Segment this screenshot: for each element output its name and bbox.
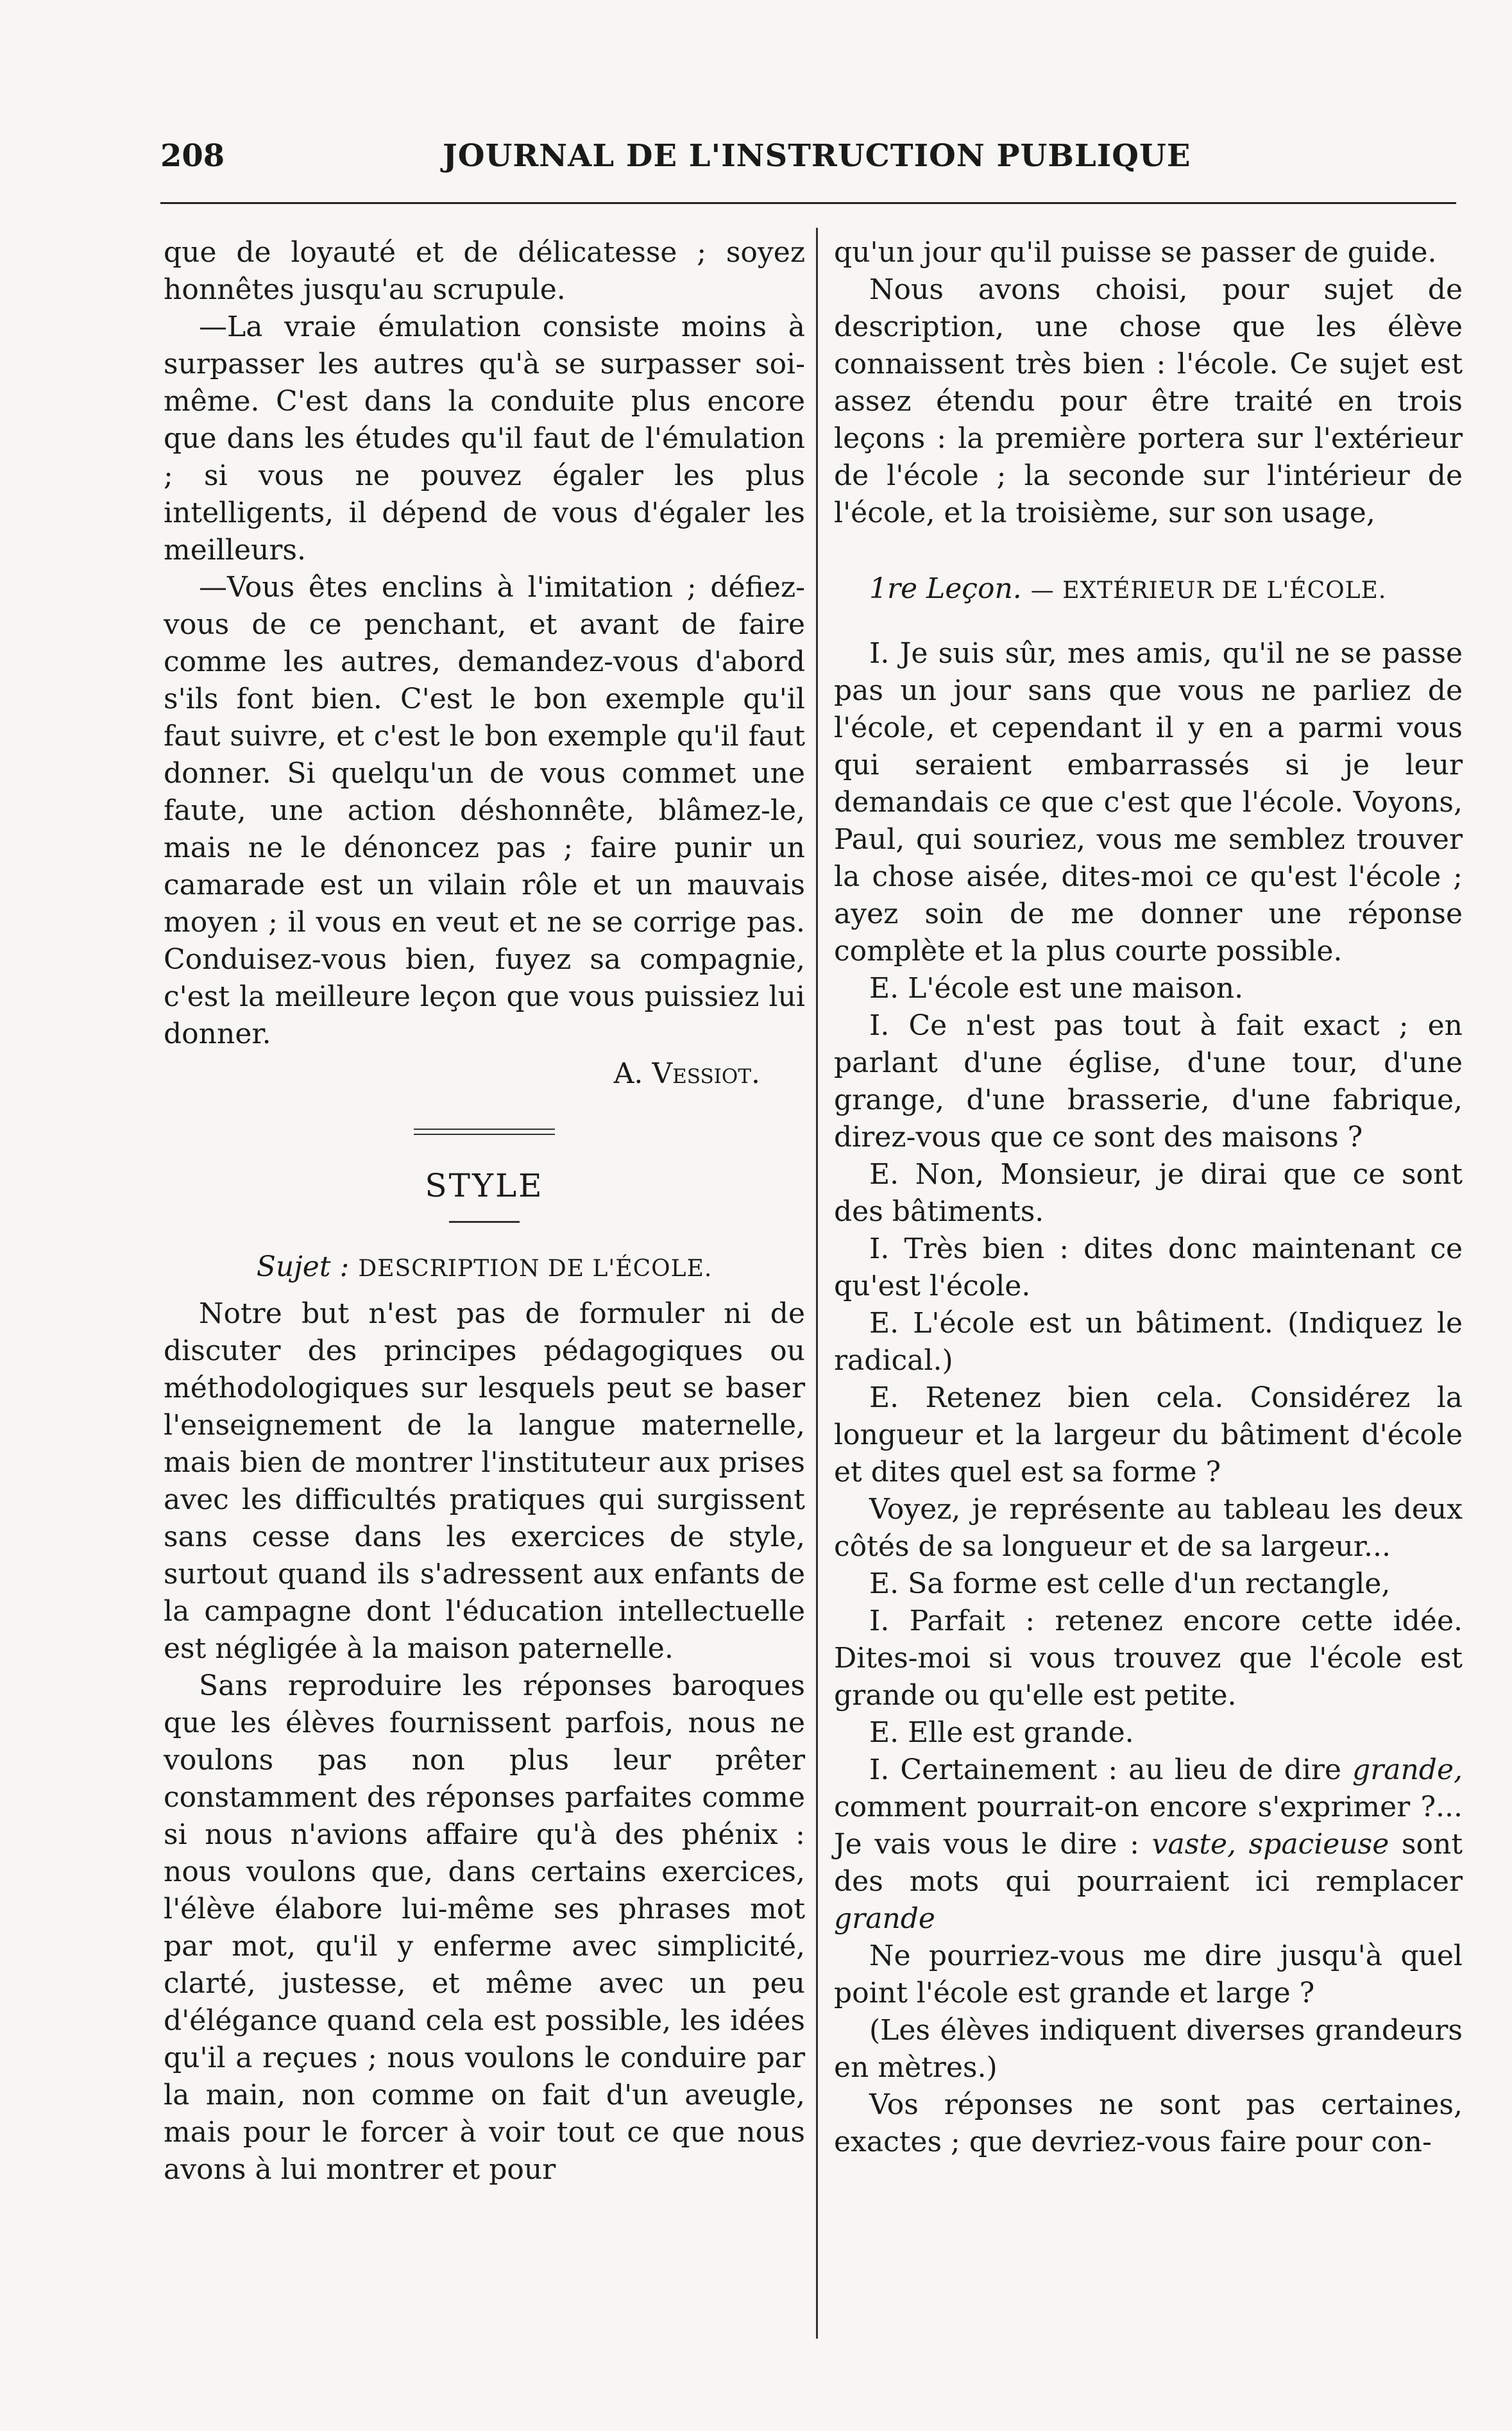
running-title: JOURNAL DE L'INSTRUCTION PUBLIQUE [443,138,1191,174]
title-rule [449,1221,520,1223]
page-header [160,138,1206,183]
right-column [834,234,1463,2332]
dialogue-line: E. Elle est grande. [869,1716,1134,1749]
page-number: 208 [160,138,225,174]
header-rule [160,202,1456,204]
dialogue-line: E. Retenez bien cela. Considérez la longueur et la largeur du bâtiment d'école et dites quel est sa forme ? [834,1381,1463,1488]
italic-words: vaste, spacieuse [1151,1828,1389,1861]
paragraph: Sans reproduire les réponses baroques que les élèves fournissent parfois, nous ne voulons pas non plus leur prêter constamment des réponses parfaites comme si nous n'avions affaire qu'à des phénix : nous voulons que, dans certains exercices, l'élève élabore lui-même ses phrases mot par mot, qu'il y enferme avec simplicité, clarté, justesse, et même avec un peu d'élégance quand cela est possible, les idées qu'il a reçues ; nous voulons le conduire par la main, non comme on fait d'un aveugle, mais pour le forcer à voir tout ce que nous avons à lui montrer et pour [164,1669,805,2186]
paragraph: que de loyauté et de délicatesse ; soyez honnêtes jusqu'au scrupule. [164,236,805,306]
dialogue-line: I. Parfait : retenez encore cette idée. Dites-moi si vous trouvez que l'école est grande ou qu'elle est petite. [834,1605,1463,1712]
dialogue-line: Vos réponses ne sont pas certaines, exactes ; que devriez-vous faire pour con- [834,2088,1463,2158]
author-signature: A. Vessiot. [613,1057,760,1090]
column-divider [816,228,818,2339]
lesson-heading [834,570,1463,610]
dialogue-line: Voyez, je représente au tableau les deux côtés de sa longueur et de sa largeur... [834,1493,1463,1563]
subject-line [164,1249,805,1288]
dialogue-line: I. Ce n'est pas tout à fait exact ; en parlant d'une église, d'une tour, d'une grange, d'une brasserie, d'une fabrique, direz-vous que ce sont des maisons ? [834,1009,1463,1154]
text-run: comment pourrait-on encore s'exprimer ?... Je vais vous le dire : [834,1791,1463,1861]
italic-word: grande, [1352,1753,1463,1786]
dialogue-line: (Les élèves indiquent diverses grandeurs en mètres.) [834,2014,1463,2084]
paragraph: Notre but n'est pas de formuler ni de discuter des principes pédagogiques ou méthodologiques sur lesquels peut se baser l'enseignement de la langue maternelle, mais bien de montrer l'instituteur aux prises avec les difficultés pratiques qui surgissent sans cesse dans les exercices de style, surtout quand ils s'adressent aux enfants de la campagne dont l'éducation intellectuelle est négligée à la maison paternelle. [164,1297,805,1665]
lesson-title: — EXTÉRIEUR DE L'ÉCOLE. [1030,577,1387,604]
subject-lead: Sujet : [256,1250,350,1283]
paragraph: qu'un jour qu'il puisse se passer de guide. [834,236,1437,269]
dialogue-line: E. L'école est une maison. [869,972,1244,1005]
paragraph: Nous avons choisi, pour sujet de description, une chose que les élève connaissent très bien : l'école. Ce sujet est assez étendu pour être traité en trois leçons : la première portera sur l'extérieur de l'école ; la seconde sur l'intérieur de l'école, et la troisième, sur son usage, [834,273,1463,529]
italic-word: grande [834,1902,935,1935]
lesson-number: 1re Leçon. [869,572,1022,605]
paragraph: —La vraie émulation consiste moins à surpasser les autres qu'à se surpasser soi-même. C'est dans la conduite plus encore que dans les études qu'il faut de l'émulation ; si vous ne pouvez égaler les plus intelligents, il dépend de vous d'égaler les meilleurs. [164,311,805,567]
left-column [164,234,805,2332]
section-title: STYLE [425,1167,544,1204]
section-separator [414,1129,555,1135]
subject-title: DESCRIPTION DE L'ÉCOLE. [358,1256,713,1282]
dialogue-line: E. Sa forme est celle d'un rectangle, [869,1567,1391,1600]
dialogue-line: I. Très bien : dites donc maintenant ce qu'est l'école. [834,1233,1463,1302]
text-run: sont des mots qui pourraient ici remplacer [834,1828,1463,1898]
text-run: I. Certainement : au lieu de dire [869,1753,1353,1786]
dialogue-line: E. L'école est un bâtiment. (Indiquez le radical.) [834,1307,1463,1377]
dialogue-line: Ne pourriez-vous me dire jusqu'à quel point l'école est grande et large ? [834,1940,1463,2009]
dialogue-line: I. Je suis sûr, mes amis, qu'il ne se passe pas un jour sans que vous ne parliez de l'école, et cependant il y en a parmi vous qui seraient embarrassés si je leur demandais ce que c'est que l'école. Voyons, Paul, qui souriez, vous me semblez trouver la chose aisée, dites-moi ce qu'est l'école ; ayez soin de me donner une réponse complète et la plus courte possible. [834,637,1463,968]
dialogue-line [834,1752,1463,1938]
dialogue-line: E. Non, Monsieur, je dirai que ce sont des bâtiments. [834,1158,1463,1228]
paragraph: —Vous êtes enclins à l'imitation ; défiez-vous de ce penchant, et avant de faire comme les autres, demandez-vous d'abord s'ils font bien. C'est le bon exemple qu'il faut suivre, et c'est le bon exemple qu'il faut donner. Si quelqu'un de vous commet une faute, une action déshonnête, blâmez-le, mais ne le dénoncez pas ; faire punir un camarade est un vilain rôle et un mauvais moyen ; il vous en veut et ne se corrige pas. Conduisez-vous bien, fuyez sa compagnie, c'est la meilleure leçon que vous puissiez lui donner. [164,571,805,1050]
